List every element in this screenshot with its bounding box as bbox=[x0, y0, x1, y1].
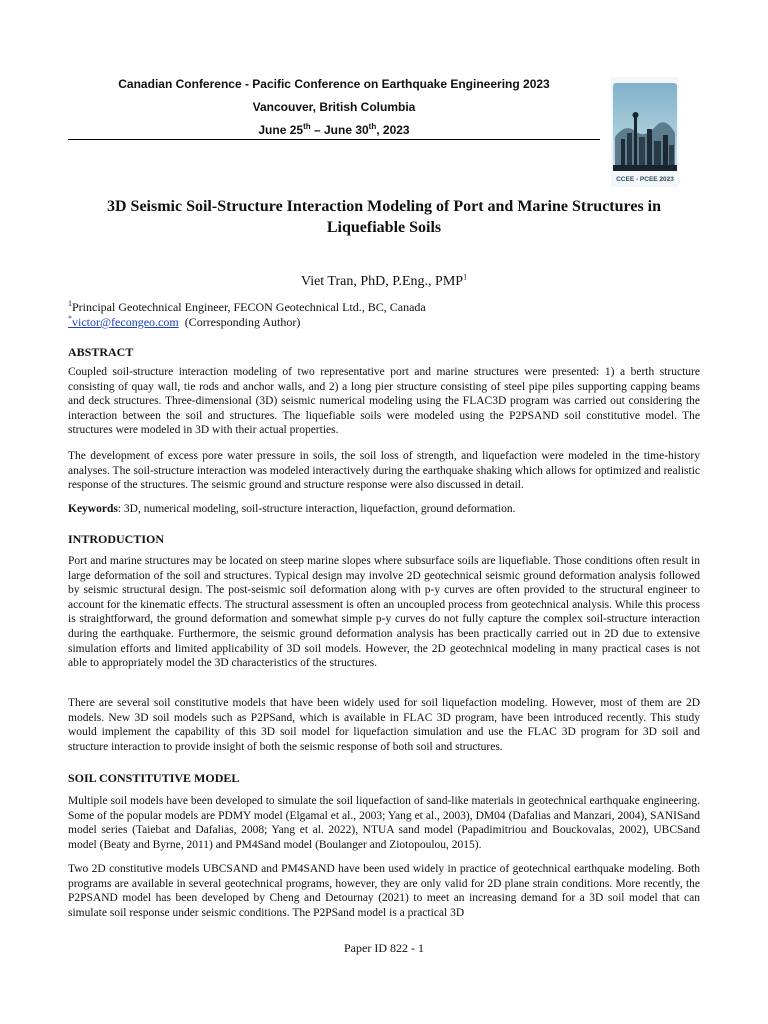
conference-location: Vancouver, British Columbia bbox=[252, 100, 416, 114]
keywords: Keywords: 3D, numerical modeling, soil-structure interaction, liquefaction, ground deformation. bbox=[68, 503, 516, 515]
introduction-paragraph-2: There are several soil constitutive models that have been widely used for soil liquefaction modeling. However, most of them are 2D models. New 3D soil models such as P2PSand, which is available in FLAC 3D program, have been introduced recently. This study would implement the capability of this 3D soil model for liquefaction simulation and use the FLAC 3D program for 3D soil and structure interaction to provide insight of both the seismic response of both soil and structures. bbox=[68, 697, 700, 753]
paper-title: 3D Seismic Soil-Structure Interaction Modeling of Port and Marine Structures in Liquefiable Soils bbox=[106, 198, 662, 236]
conference-logo bbox=[611, 77, 679, 187]
introduction-paragraph-1: Port and marine structures may be located on steep marine slopes where subsurface soils are liquefiable. Those conditions often result in large deformation of the soil and structures. Typical design may involve 2D geotechnical seismic ground deformation analysis followed by seismic structural design. The post-seismic soil deformation along with p-y curves are often provided to the structural engineer to account for the kinematic effects. The structural assessment is often an uncoupled process from geotechnical analysis. While this process is straightforward, the ground deformation and somewhat simple p-y curves do not fully capture the complex soil-structure interaction during the earthquake. Furthermore, the seismic ground deformation analysis has been practically carried out in 2D due to extensive simulation efforts and limited applicability of 3D soil models. However, the 2D geotechnical modeling in many practical cases is not able to appropriately model the 3D characteristics of the structures. bbox=[68, 555, 700, 670]
soil-model-paragraph-1: Multiple soil models have been developed to simulate the soil liquefaction of sand-like materials in geotechnical earthquake engineering. Some of the popular models are PDMY model (Elgamal et al., 2003; Yang et al., 2003), DM04 (Dafalias and Manzari, 2004), SANISand model series (Taiebat and Dafalias, 2008; Yang et al. 2022), NTUA sand model (Papadimitriou and Bouckovalas, 2002), UBCSand model (Beaty and Byrne, 2011) and PM4Sand model (Boulanger and Ziotopoulou, 2015). bbox=[68, 795, 700, 851]
conference-name: Canadian Conference - Pacific Conference on Earthquake Engineering 2023 bbox=[118, 77, 550, 91]
logo-text: CCEE - PCEE 2023 bbox=[616, 176, 674, 183]
abstract-heading: ABSTRACT bbox=[68, 345, 134, 359]
introduction-heading: INTRODUCTION bbox=[68, 532, 165, 546]
abstract-paragraph-2: The development of excess pore water pressure in soils, the soil loss of strength, and liquefaction were modeled in the time-history analyses. The soil-structure interaction was modeled interactively during the earthquake shaking which allows for optimized and realistic response of the structures. The seismic ground and structure response were also discussed in detail. bbox=[68, 450, 700, 492]
soil-model-paragraph-2: Two 2D constitutive models UBCSAND and PM4SAND have been used widely in practice of geotechnical earthquake modeling. Both programs are available in several geotechnical programs, however, they are only valid for 2D plane strain conditions. More recently, the P2PSAND model has been developed by Cheng and Detournay (2021) to meet an increasing demand for a 3D soil model that can simulate soil response under seismic conditions. The P2PSand model is a practical 3D bbox=[68, 863, 700, 919]
conference-dates: June 25th – June 30th, 2023 bbox=[258, 122, 410, 137]
abstract-paragraph-1: Coupled soil-structure interaction modeling of two representative port and marine structures were presented: 1) a berth structure consisting of quay wall, tie rods and anchor walls, and 2) a long pier structure consisting of steel pipe piles supporting capping beams and deck structures. Three-dimensional (3D) seismic numerical modeling using the FLAC3D program was carried out considering the interaction between the soil and structures. The liquefiable soils were modeled using the P2PSAND soil constitutive model. The structures were modeled in 3D with their actual properties. bbox=[68, 366, 700, 437]
soil-model-heading: SOIL CONSTITUTIVE MODEL bbox=[68, 771, 240, 785]
header-rule bbox=[68, 139, 600, 140]
affiliation: $^1$Principal Geotechnical Engineer, FECON Geotechnical Ltd., BC, Canada bbox=[68, 299, 426, 314]
page-footer: Paper ID 822 - 1 bbox=[344, 941, 424, 955]
contact-line: *victor@fecongeo.com (Corresponding Author) bbox=[68, 314, 301, 329]
author-line: Viet Tran, PhD, P.Eng., PMP$^1$ bbox=[300, 272, 468, 289]
email-link[interactable]: *victor@fecongeo.com bbox=[68, 314, 179, 329]
